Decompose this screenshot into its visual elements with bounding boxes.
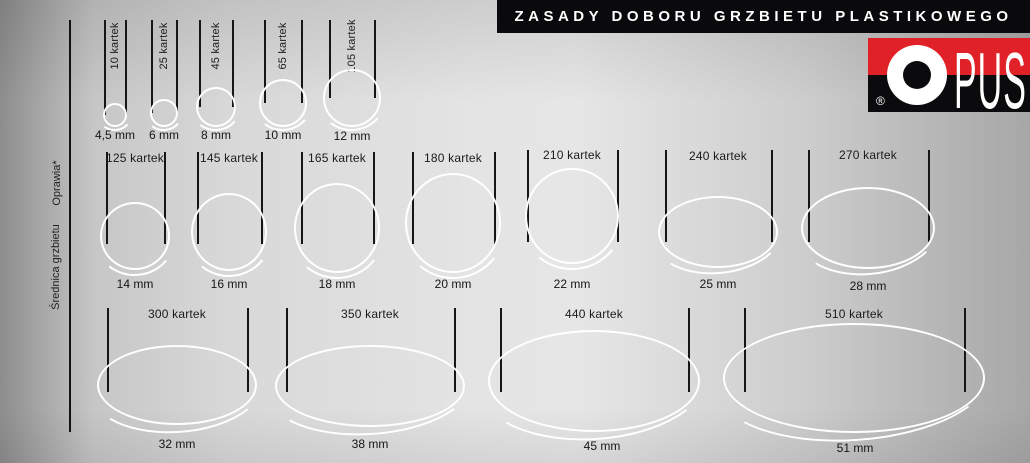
spine-underarc bbox=[476, 316, 712, 448]
diameter-label: 18 mm bbox=[318, 277, 356, 291]
capacity-label: 270 kartek bbox=[838, 148, 898, 162]
tick-line bbox=[176, 20, 178, 113]
diameter-label: 12 mm bbox=[333, 129, 371, 143]
spine-underarc bbox=[90, 194, 180, 280]
diameter-axis-label: Średnica grzbietu bbox=[50, 224, 62, 310]
registered-mark: ® bbox=[876, 94, 885, 108]
opus-logo bbox=[868, 38, 1030, 112]
spine-underarc bbox=[315, 64, 389, 135]
capacity-label: 65 kartek bbox=[277, 22, 289, 70]
diameter-label: 16 mm bbox=[210, 277, 248, 291]
logo-letters: PUS bbox=[954, 38, 1027, 112]
diameter-label: 22 mm bbox=[553, 277, 591, 291]
title-banner bbox=[497, 0, 1030, 33]
spine-underarc bbox=[86, 333, 268, 439]
spine-underarc bbox=[514, 159, 630, 275]
diameter-label: 14 mm bbox=[116, 277, 154, 291]
spine-underarc bbox=[264, 332, 476, 442]
capacity-label: 145 kartek bbox=[199, 151, 259, 165]
capacity-label: 510 kartek bbox=[824, 307, 884, 321]
capacity-label: 105 kartek bbox=[346, 19, 358, 73]
capacity-label: 350 kartek bbox=[340, 307, 400, 321]
capacity-label: 125 kartek bbox=[105, 151, 165, 165]
tick-line bbox=[104, 20, 106, 115]
diameter-label: 6 mm bbox=[149, 128, 179, 142]
capacity-label: 300 kartek bbox=[147, 307, 207, 321]
capacity-label: 180 kartek bbox=[423, 151, 483, 165]
spine-underarc bbox=[711, 307, 997, 450]
capacity-label: 25 kartek bbox=[158, 22, 170, 70]
diameter-label: 38 mm bbox=[351, 437, 389, 451]
diameter-label: 28 mm bbox=[849, 279, 887, 293]
capacity-label: 210 kartek bbox=[542, 148, 602, 162]
spine-underarc bbox=[648, 185, 788, 280]
diameter-label: 4,5 mm bbox=[94, 128, 135, 142]
spine-underarc bbox=[791, 176, 946, 283]
spine-underarc bbox=[189, 83, 244, 134]
capacity-label: 10 kartek bbox=[109, 22, 121, 70]
poster-title: ZASADY DOBORU GRZBIETU PLASTIKOWEGO bbox=[514, 8, 1013, 25]
capacity-label: 440 kartek bbox=[564, 307, 624, 321]
tick-line bbox=[125, 20, 127, 115]
diameter-label: 10 mm bbox=[264, 128, 302, 142]
logo-o-hole bbox=[903, 61, 931, 89]
diameter-label: 32 mm bbox=[158, 437, 196, 451]
diameter-label: 45 mm bbox=[583, 439, 621, 453]
capacity-label: 240 kartek bbox=[688, 149, 748, 163]
spine-underarc bbox=[251, 74, 314, 134]
diameter-label: 8 mm bbox=[201, 128, 231, 142]
capacity-label: 45 kartek bbox=[210, 22, 222, 70]
diameter-label: 51 mm bbox=[836, 441, 874, 455]
diameter-label: 20 mm bbox=[434, 277, 472, 291]
capacity-label: 165 kartek bbox=[307, 151, 367, 165]
binds-axis-label: Oprawia* bbox=[51, 160, 63, 206]
axis-line bbox=[69, 20, 71, 432]
diameter-label: 25 mm bbox=[699, 277, 737, 291]
